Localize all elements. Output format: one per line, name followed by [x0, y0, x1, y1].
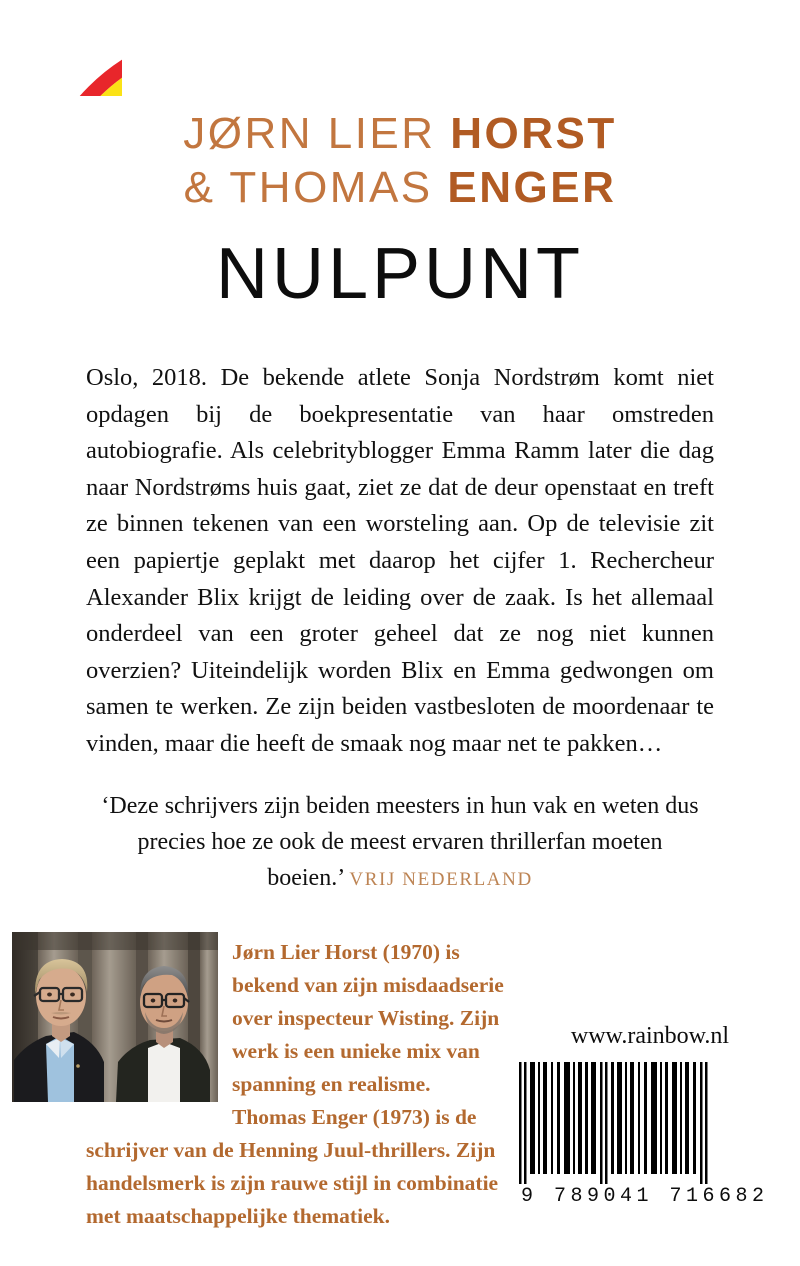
isbn-barcode [517, 1062, 769, 1208]
author-name-line-1 [0, 109, 800, 158]
book-blurb: Oslo, 2018. De bekende atlete Sonja Nordstrøm komt niet opdagen bij de boekpresentatie van haar omstreden autobiografie. Als celebrityblogger Emma Ramm later die dag naar Nordstrøms huis gaat, ziet ze dat de deur openstaat en treft ze binnen tekenen van een worsteling aan. Op de televisie zit een papiertje geplakt met daarop het cijfer 1. Rechercheur Alexander Blix krijgt de leiding over de zaak. Is het allemaal onderdeel van een groter geheel dat ze nog niet kunnen overzien? Uiteindelijk worden Blix en Emma gedwongen om samen te werken. Ze zijn beiden vastbesloten de moordenaar te vinden, maar die heeft de smaak nog maar net te pakken… [86, 364, 714, 757]
author-bio [86, 936, 506, 1233]
isbn-number: 9 789041 716682 [521, 1185, 769, 1208]
author-surname-horst: HORST [450, 109, 617, 158]
author-names [0, 109, 800, 212]
author-name-line-2 [0, 163, 800, 212]
press-quote [100, 788, 700, 898]
barcode-bars [517, 1062, 713, 1184]
bio-photo-float-spacer [86, 936, 232, 1104]
book-title: NULPUNT [215, 234, 585, 314]
publisher-website[interactable]: www.rainbow.nl [570, 1023, 730, 1049]
press-quote-text: ‘Deze schrijvers zijn beiden meesters in hun vak en weten dus precies hoe ze ook de meest ervaren thrillerfan moeten boeien.’ [101, 793, 699, 891]
author-surname-enger: ENGER [447, 163, 617, 212]
author-first-name-horst: JØRN LIER [183, 109, 451, 158]
press-quote-source: VRIJ NEDERLAND [349, 869, 533, 890]
author-first-name-enger: & THOMAS [183, 163, 448, 212]
rainbow-arc-icon [30, 28, 122, 96]
rainbow-publisher-logo [30, 28, 122, 96]
author-bio-text: Jørn Lier Horst (1970) is bekend van zijn misdaadserie over inspecteur Wisting. Zijn werk is een unieke mix van spanning en realisme. Thomas Enger (1973) is de schrijver van de Henning Juul-thrillers. Zijn handelsmerk is zijn rauwe stijl in combinatie met maatschappelijke thematiek. [86, 940, 504, 1228]
